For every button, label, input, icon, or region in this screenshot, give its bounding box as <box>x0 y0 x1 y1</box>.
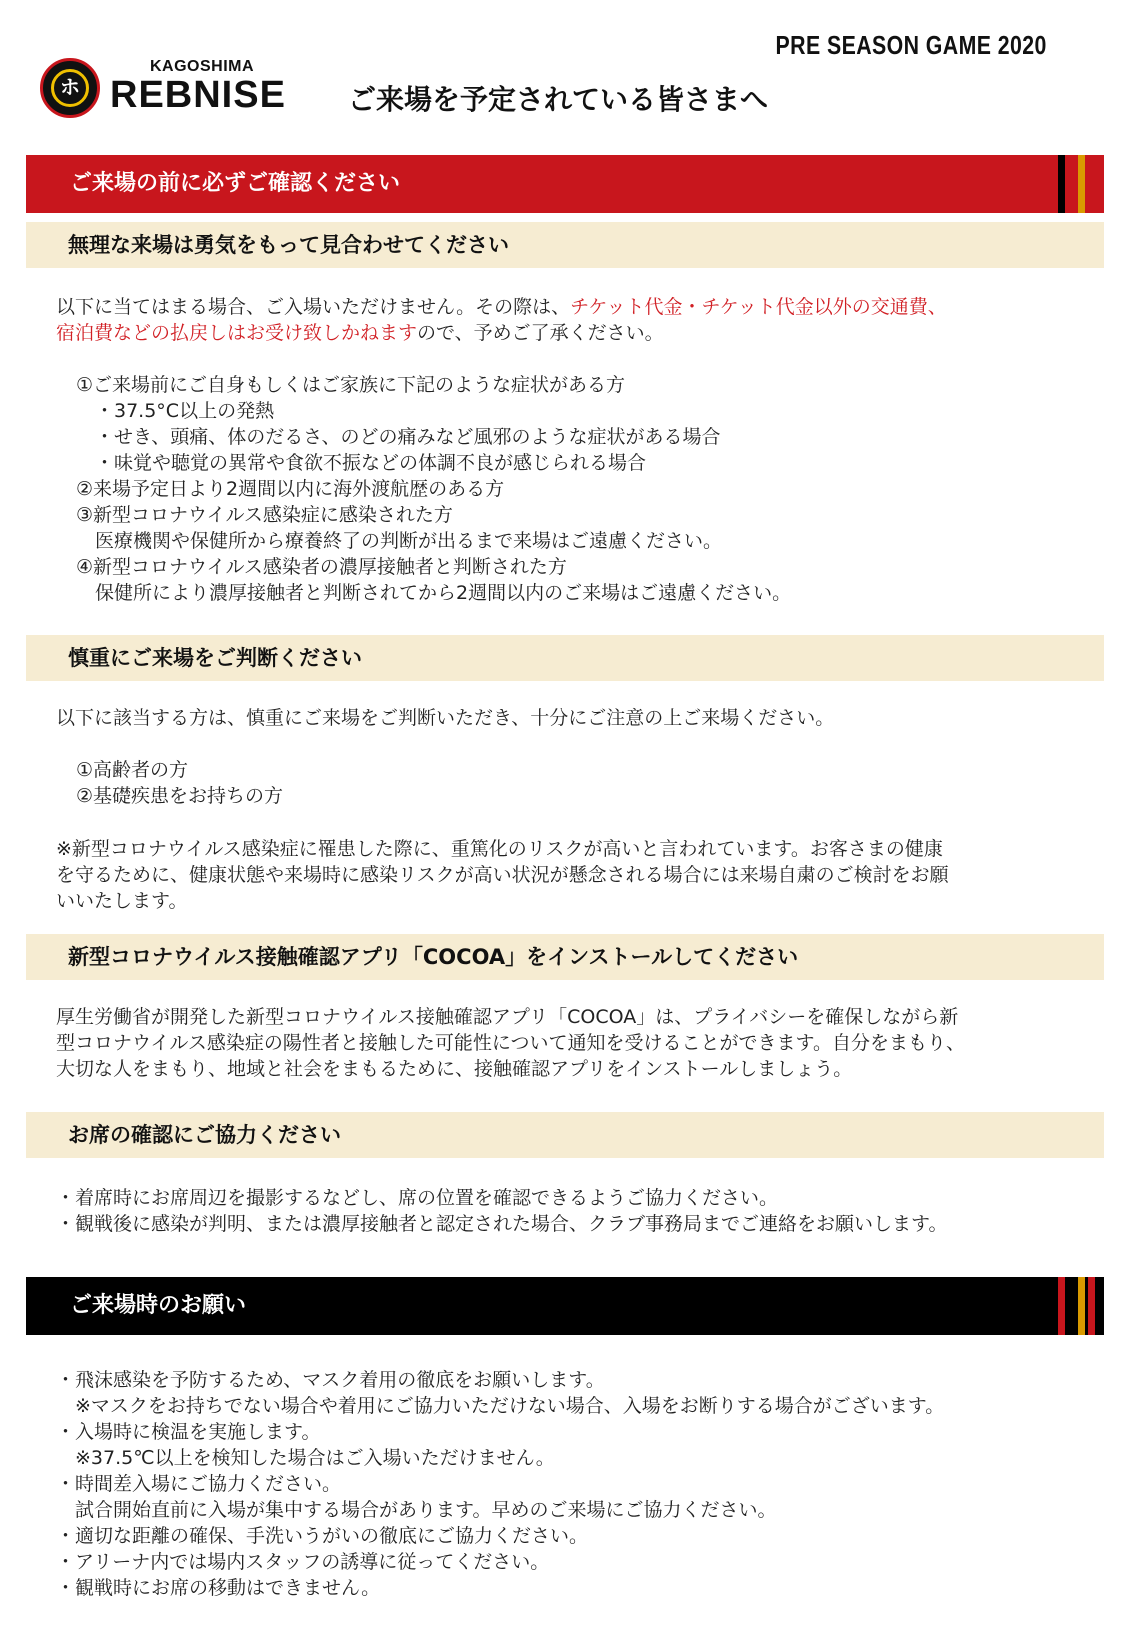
stripe-decoration <box>1058 1277 1098 1335</box>
subheader-title: 新型コロナウイルス接触確認アプリ「COCOA」をインストールしてください <box>68 945 799 969</box>
body-line: 厚生労働省が開発した新型コロナウイルス接触確認アプリ「COCOA」は、プライバシーを確保しながら新 <box>56 1006 959 1028</box>
list-item: ・37.5°C以上の発熱 <box>76 400 275 422</box>
subheader-careful <box>26 635 1104 681</box>
list-item: ・時間差入場にご協力ください。 <box>56 1473 342 1495</box>
list-item: ・適切な距離の確保、手洗いうがいの徹底にご協力ください。 <box>56 1525 589 1547</box>
note-line: ※新型コロナウイルス感染症に罹患した際に、重篤化のリスクが高いと言われています。お客さまの健康 <box>56 838 943 860</box>
body-line: 型コロナウイルス感染症の陽性者と接触した可能性について通知を受けることができます。自分をまもり、 <box>56 1032 965 1054</box>
stripe-decoration <box>1058 155 1098 213</box>
list-item: ③新型コロナウイルス感染症に感染された方 <box>76 504 453 526</box>
list-item: ・観戦後に感染が判明、または濃厚接触者と認定された場合、クラブ事務局までご連絡をお願いします。 <box>56 1213 948 1235</box>
list-item: ②来場予定日より2週間以内に海外渡航歴のある方 <box>76 478 505 500</box>
team-logo <box>40 58 310 120</box>
subheader-title: お席の確認にご協力ください <box>68 1123 341 1147</box>
section-header-on-visit <box>26 1277 1104 1335</box>
list-item: ※37.5℃以上を検知した場合はご入場いただけません。 <box>56 1447 555 1469</box>
subheader-cocoa <box>26 934 1104 980</box>
subheader-title: 無理な来場は勇気をもって見合わせてください <box>68 233 509 257</box>
list-item: ※マスクをお持ちでない場合や着用にご協力いただけない場合、入場をお断りする場合がございます。 <box>56 1395 945 1417</box>
list-item: ②基礎疾患をお持ちの方 <box>76 785 284 807</box>
intro-text: 以下に当てはまる場合、ご入場いただけません。その際は、チケット代金・チケット代金以外の交通費、 <box>56 296 947 318</box>
list-item: 保健所により濃厚接触者と判断されてから2週間以内のご来場はご遠慮ください。 <box>76 582 792 604</box>
intro-text-2: 宿泊費などの払戻しはお受け致しかねますので、予めご了承ください。 <box>56 322 664 344</box>
list-item: ・味覚や聴覚の異常や食欲不振などの体調不良が感じられる場合 <box>76 452 647 474</box>
list-item: ・入場時に検温を実施します。 <box>56 1421 321 1443</box>
list-item: ・着席時にお席周辺を撮影するなどし、席の位置を確認できるようご協力ください。 <box>56 1187 779 1209</box>
logo-kagoshima-text: KAGOSHIMA <box>150 58 255 75</box>
body-line: 大切な人をまもり、地域と社会をまもるために、接触確認アプリをインストールしましょう。 <box>56 1058 853 1080</box>
subheader-refrain <box>26 222 1104 268</box>
logo-emblem-icon: ホ <box>40 58 100 118</box>
subheader-seat <box>26 1112 1104 1158</box>
list-item: ・観戦時にお席の移動はできません。 <box>56 1577 381 1599</box>
list-item: ①高齢者の方 <box>76 759 189 781</box>
list-item: ・アリーナ内では場内スタッフの誘導に従ってください。 <box>56 1551 550 1573</box>
event-tag: PRE SEASON GAME 2020 <box>775 30 1047 60</box>
section-title: ご来場の前に必ずご確認ください <box>70 171 401 196</box>
note-line: を守るために、健康状態や来場時に感染リスクが高い状況が懸念される場合には来場自粛のご検討をお願 <box>56 864 949 886</box>
list-item: ①ご来場前にご自身もしくはご家族に下記のような症状がある方 <box>76 374 626 396</box>
page-title: ご来場を予定されている皆さまへ <box>348 83 769 116</box>
section-title: ご来場時のお願い <box>70 1293 247 1318</box>
list-item: ・せき、頭痛、体のだるさ、のどの痛みなど風邪のような症状がある場合 <box>76 426 721 448</box>
list-item: ・飛沫感染を予防するため、マスク着用の徹底をお願いします。 <box>56 1369 605 1391</box>
logo-rebnise-text: REBNISE <box>110 74 286 116</box>
section-header-before-visit <box>26 155 1104 213</box>
refund-warning-2: 宿泊費などの払戻しはお受け致しかねます <box>56 322 418 344</box>
intro-text: 以下に該当する方は、慎重にご来場をご判断いただき、十分にご注意の上ご来場ください。 <box>56 707 835 729</box>
list-item: ④新型コロナウイルス感染者の濃厚接触者と判断された方 <box>76 556 567 578</box>
list-item: 試合開始直前に入場が集中する場合があります。早めのご来場にご協力ください。 <box>56 1499 777 1521</box>
list-item: 医療機関や保健所から療養終了の判断が出るまで来場はご遠慮ください。 <box>76 530 723 552</box>
refund-warning: チケット代金・チケット代金以外の交通費、 <box>570 296 947 318</box>
subheader-title: 慎重にご来場をご判断ください <box>68 646 362 670</box>
note-line: いいたします。 <box>56 890 188 912</box>
